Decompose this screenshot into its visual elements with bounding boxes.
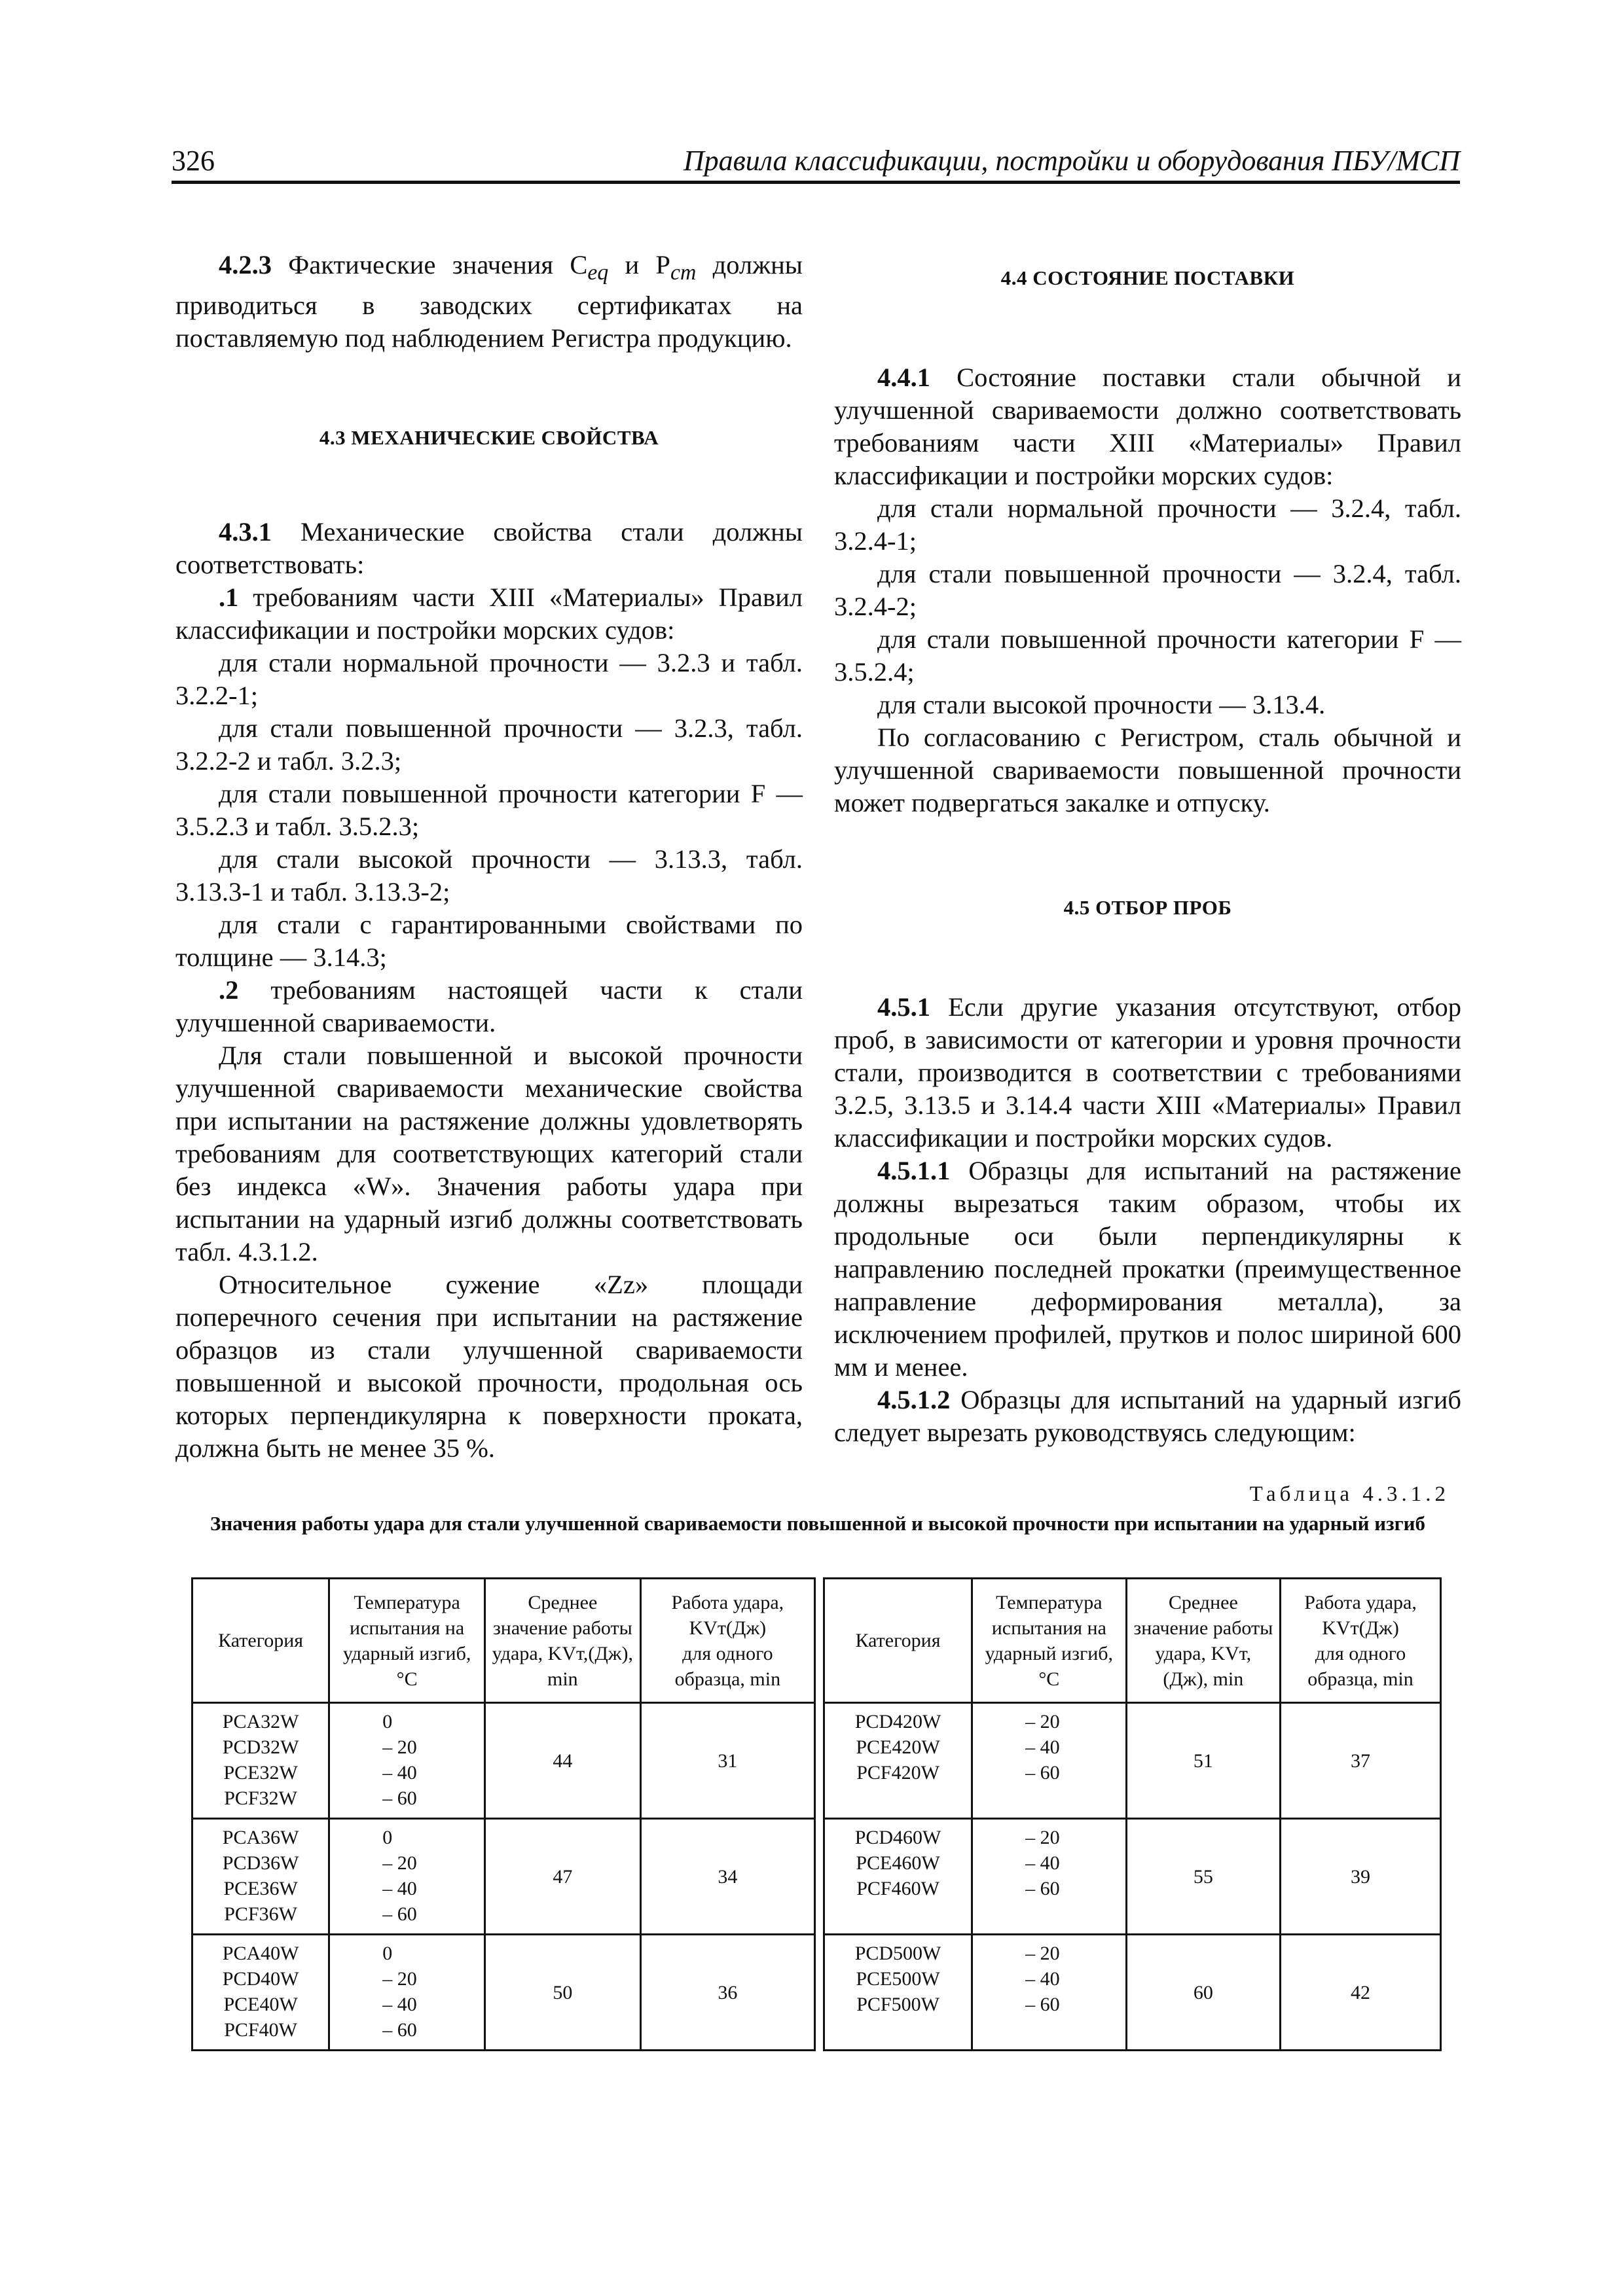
paragraph-4-2-3: 4.2.3 Фактические значения $C_{eq}$ и $P_{cm}$ должны приводиться в заводских сертификатах на поставляемую под наблюдением Регистра продукцию. [175,250,803,353]
impact-table-right [823,1577,1442,2051]
delivery-line-5: По согласованию с Регистром, сталь обычной и улучшенной свариваемости повышенной прочности может подвергаться закалке и отпуску. [834,723,1461,817]
paragraph-4-4-1: 4.4.1 Состояние поставки стали обычной и улучшенной свариваемости должно соответствовать требованиям части XIII «Материалы» Правил классификации и постройки морских судов: [834,363,1461,490]
col-header-temperature: Температура испытания на ударный изгиб, °С [972,1579,1127,1703]
heading-4-5: 4.5 ОТБОР ПРОБ [1063,896,1232,919]
col-header-average: Среднее значение работы удара, KVт, (Дж), min [1126,1579,1281,1703]
table-label: Таблица 4.3.1.2 [1249,1482,1450,1506]
list-line-3: для стали повышенной прочности категории F — 3.5.2.3 и табл. 3.5.2.3; [175,779,803,842]
col-header-single: Работа удара, KVт(Дж) для одного образца, min [1281,1579,1441,1703]
list-line-2: для стали повышенной прочности — 3.2.3, табл. 3.2.2-2 и табл. 3.2.3; [175,713,803,776]
impact-table-left [191,1577,816,2051]
table-row: PCA36W PCD36W PCE36W PCF36W 0 – 20 – 40 – 60 47 34 [192,1819,815,1935]
paragraph-impact: Для стали повышенной и высокой прочности улучшенной свариваемости механические свойства при испытании на растяжение должны удовлетворять требованиям для соответствующих категорий стали без индекса «W». Значения работы удара при испытании на ударный изгиб должны соответствовать табл. 4.3.1.2. [175,1041,803,1267]
list-line-1: для стали нормальной прочности — 3.2.3 и табл. 3.2.2-1; [175,648,803,711]
heading-4-4: 4.4 СОСТОЯНИЕ ПОСТАВКИ [1000,266,1295,289]
list-line-5: для стали с гарантированными свойствами по толщине — 3.14.3; [175,910,803,973]
table-row: PCD500W PCE500W PCF500W – 20 – 40 – 60 60 42 [824,1935,1441,2051]
col-header-category: Категория [192,1579,329,1703]
left-column [175,249,803,1465]
delivery-line-3: для стали повышенной прочности категории F — 3.5.2.4; [834,624,1461,687]
table-row: PCA32W PCD32W PCE32W PCF32W 0 – 20 – 40 – 60 44 31 [192,1703,815,1819]
table-caption: Значения работы удара для стали улучшенной свариваемости повышенной и высокой прочности при испытании на ударный изгиб [210,1512,1426,1535]
running-title: Правила классификации, постройки и оборудования ПБУ/МСП [683,145,1460,177]
delivery-line-1: для стали нормальной прочности — 3.2.4, табл. 3.2.4-1; [834,493,1461,556]
table-row: PCA40W PCD40W PCE40W PCF40W 0 – 20 – 40 – 60 50 36 [192,1935,815,2051]
paragraph-4-3-1: 4.3.1 Механические свойства стали должны соответствовать: [175,517,803,580]
right-column [834,249,1461,1449]
table-row: PCD420W PCE420W PCF420W – 20 – 40 – 60 51 37 [824,1703,1441,1819]
item-1: .1 требованиям части XIII «Материалы» Правил классификации и постройки морских судов: [175,583,803,645]
col-header-average: Среднее значение работы удара, KVт,(Дж), min [484,1579,640,1703]
col-header-single: Работа удара, KVт(Дж) для одного образца, min [640,1579,814,1703]
page-number: 326 [172,145,215,177]
col-header-category: Категория [824,1579,972,1703]
table-row: PCD460W PCE460W PCF460W – 20 – 40 – 60 55 39 [824,1819,1441,1935]
delivery-line-2: для стали повышенной прочности — 3.2.4, табл. 3.2.4-2; [834,559,1461,621]
paragraph-4-5-1-2: 4.5.1.2 Образцы для испытаний на ударный изгиб следует вырезать руководствуясь следующим: [834,1385,1461,1447]
paragraph-4-5-1-1: 4.5.1.1 Образцы для испытаний на растяжение должны вырезаться таким образом, чтобы их продольные оси были перпендикулярны к направлению последней прокатки (преимущественное направление деформирования металла), за исключением профилей, прутков и полос шириной 600 мм и менее. [834,1156,1461,1382]
col-header-temperature: Температура испытания на ударный изгиб, °С [329,1579,485,1703]
list-line-4: для стали высокой прочности — 3.13.3, табл. 3.13.3-1 и табл. 3.13.3-2; [175,844,803,907]
paragraph-zz: Относительное сужение «Zz» площади поперечного сечения при испытании на растяжение образцов из стали улучшенной свариваемости повышенной и высокой прочности, продольная ось которых перпендикулярна к поверхности проката, должна быть не менее 35 %. [175,1270,803,1463]
page-header [172,140,1460,184]
paragraph-4-5-1: 4.5.1 Если другие указания отсутствуют, отбор проб, в зависимости от категории и уровня прочности стали, производится в соответствии с требованиями 3.2.5, 3.13.5 и 3.14.4 части XIII «Материалы» Правил классификации и постройки морских судов. [834,992,1461,1153]
heading-4-3: 4.3 МЕХАНИЧЕСКИЕ СВОЙСТВА [319,426,659,450]
delivery-line-4: для стали высокой прочности — 3.13.4. [877,690,1326,719]
item-2: .2 требованиям настоящей части к стали улучшенной свариваемости. [175,975,803,1038]
